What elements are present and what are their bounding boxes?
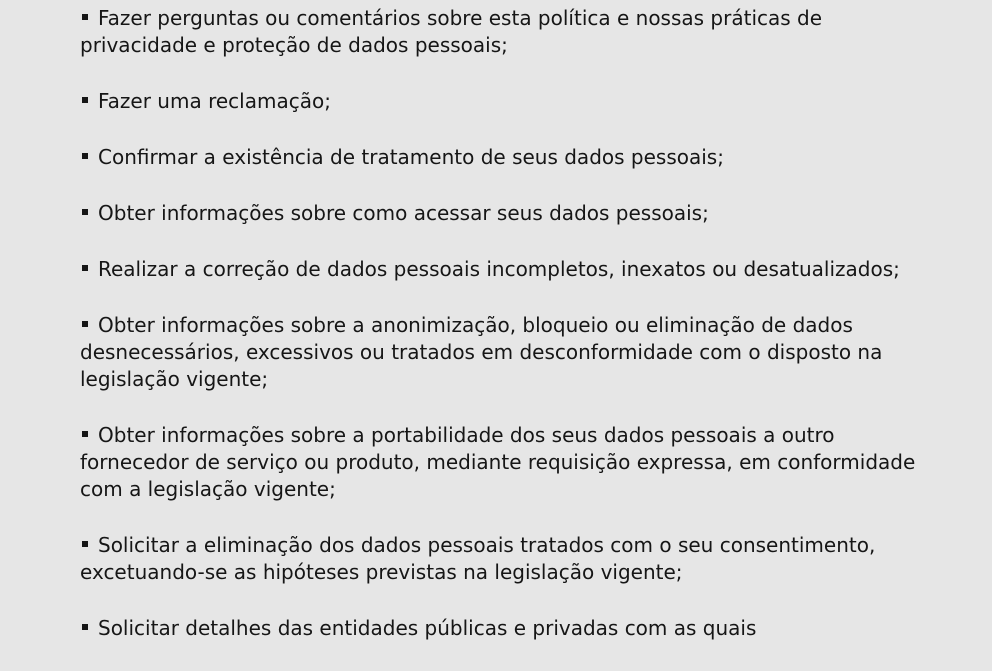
list-item bbox=[80, 532, 940, 586]
list-item bbox=[80, 144, 940, 171]
list-item bbox=[80, 88, 940, 115]
bullet-icon bbox=[82, 541, 88, 547]
list-item bbox=[80, 312, 940, 393]
list-item bbox=[80, 256, 940, 283]
bullet-icon bbox=[82, 265, 88, 271]
bullet-icon bbox=[82, 624, 88, 630]
bullet-icon bbox=[82, 14, 88, 20]
bullet-icon bbox=[82, 431, 88, 437]
bullet-icon bbox=[82, 321, 88, 327]
list-item-text: Fazer perguntas ou comentários sobre esta política e nossas práticas de privacidade e proteção de dados pessoais; bbox=[80, 6, 823, 57]
bullet-icon bbox=[82, 209, 88, 215]
list-item-text: Obter informações sobre a anonimização, bloqueio ou eliminação de dados desnecessários, excessivos ou tratados em desconformidade com o disposto na legislação vigente; bbox=[80, 313, 883, 391]
list-item bbox=[80, 422, 940, 503]
list-item bbox=[80, 615, 940, 642]
list-item-text: Confirmar a existência de tratamento de seus dados pessoais; bbox=[98, 145, 724, 169]
list-item bbox=[80, 5, 940, 59]
list-item-text: Solicitar a eliminação dos dados pessoais tratados com o seu consentimento, excetuando-se as hipóteses previstas na legislação vigente; bbox=[80, 533, 876, 584]
list-item bbox=[80, 200, 940, 227]
bullet-icon bbox=[82, 153, 88, 159]
list-item-text: Obter informações sobre a portabilidade dos seus dados pessoais a outro fornecedor de serviço ou produto, mediante requisição expressa, em conformidade com a legislação vigente; bbox=[80, 423, 916, 501]
bullet-icon bbox=[82, 97, 88, 103]
list-item-text: Realizar a correção de dados pessoais incompletos, inexatos ou desatualizados; bbox=[98, 257, 900, 281]
list-item-text: Solicitar detalhes das entidades públicas e privadas com as quais bbox=[98, 616, 757, 640]
list-item-text: Fazer uma reclamação; bbox=[98, 89, 331, 113]
list-item-text: Obter informações sobre como acessar seus dados pessoais; bbox=[98, 201, 709, 225]
rights-list bbox=[80, 5, 940, 671]
